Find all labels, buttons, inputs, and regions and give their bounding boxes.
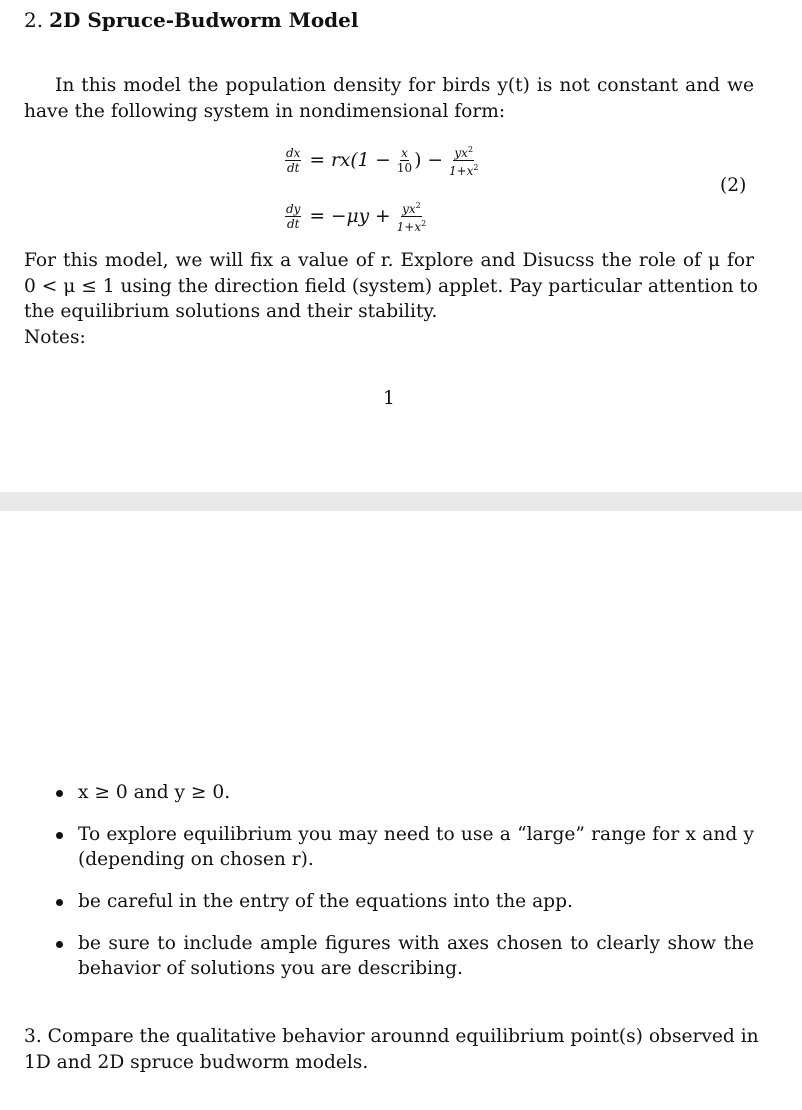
task-line-2: 0 < μ ≤ 1 using the direction field (system) applet. Pay particular attention to [24,275,758,297]
section-title: 2D Spruce-Budworm Model [49,8,359,32]
bullet-icon [56,790,63,797]
intro-line-2: have the following system in nondimensional form: [24,100,506,122]
equation-dx-dt [283,144,481,177]
question-3-line-1: 3. Compare the qualitative behavior arounnd equilibrium point(s) observed in [24,1026,759,1047]
list-item: x ≥ 0 and y ≥ 0. [52,780,754,805]
eq1-rhs-a: = rx(1 − [309,150,391,171]
bullet-icon [56,899,63,906]
intro-paragraph [24,73,754,124]
intro-line-1: In this model the population density for birds y(t) is not constant and we [55,75,754,96]
question-3-line-2: 1D and 2D spruce budworm models. [24,1051,369,1073]
list-item: be sure to include ample figures with axes chosen to clearly show the behavior of solutions you are describing. [52,931,754,981]
notes-list [52,780,754,998]
eq1-rhs-b: ) − [414,150,443,171]
section-heading [24,8,358,32]
bullet-icon [56,941,63,948]
task-line-3: the equilibrium solutions and their stability. [24,301,438,322]
eq1-last-fraction: $\frac{yx^2}{1+x^2}$ [448,145,479,178]
section-number: 2. [24,8,44,32]
task-paragraph [24,248,758,350]
page-number: 1 [383,388,395,409]
eq1-x-over-10: $\frac{x}{10}$ [396,146,413,175]
eq2-rhs-a: = −μy + [309,206,391,227]
list-item: To explore equilibrium you may need to use a “large” range for x and y (depending on chosen r). [52,822,754,872]
bullet-icon [56,832,63,839]
notes-label: Notes: [24,326,86,348]
page-separator [0,492,802,511]
eq1-lhs-fraction: $\frac{dx}{dt}$ [286,146,301,175]
equation-dy-dt [283,200,428,233]
list-item: be careful in the entry of the equations into the app. [52,889,754,914]
question-3 [24,1024,759,1075]
task-line-1: For this model, we will fix a value of r. Explore and Disucss the role of μ for [24,250,754,271]
eq2-last-fraction: $\frac{yx^2}{1+x^2}$ [396,201,427,234]
equation-number: (2) [720,175,747,196]
eq2-lhs-fraction: $\frac{dy}{dt}$ [286,202,301,231]
